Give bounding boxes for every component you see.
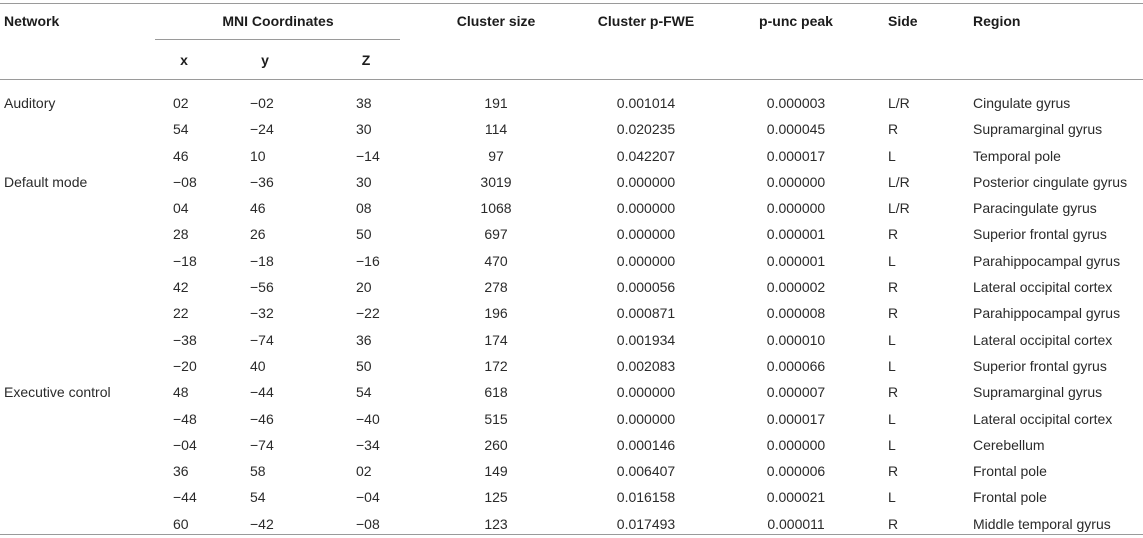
- cell-punc-peak: 0.000003: [766, 95, 826, 111]
- cell-punc-peak: 0.000000: [766, 436, 826, 453]
- cell-cluster-pfwe: 0.042207: [616, 147, 676, 164]
- cell-side: L/R: [888, 173, 910, 190]
- cell-region: Parahippocampal gyrus: [973, 252, 1121, 269]
- cell-side: R: [888, 121, 899, 138]
- cell-z: 30: [356, 173, 372, 190]
- cell-region: Frontal pole: [973, 463, 1047, 480]
- cell-y: −18: [250, 252, 274, 269]
- cell-side: R: [888, 384, 899, 401]
- cell-z: −04: [356, 489, 380, 506]
- cell-cluster-size: 618: [484, 384, 508, 401]
- cell-punc-peak: 0.000000: [766, 173, 826, 190]
- table-row: [0, 485, 1143, 511]
- cell-x: 42: [173, 279, 189, 296]
- cell-z: 02: [356, 463, 372, 480]
- cell-cluster-pfwe: 0.017493: [616, 515, 676, 532]
- cell-side: L: [888, 489, 896, 506]
- cell-cluster-pfwe: 0.000056: [616, 279, 676, 296]
- cell-x: −20: [173, 357, 197, 374]
- table-top-rule: [0, 3, 1143, 4]
- cell-region: Cerebellum: [973, 436, 1045, 453]
- cell-y: −56: [250, 279, 274, 296]
- cell-punc-peak: 0.000000: [766, 200, 826, 217]
- cell-region: Lateral occipital cortex: [973, 331, 1113, 348]
- header-region: Region: [973, 13, 1021, 29]
- table-body: [0, 91, 1143, 538]
- cell-y: −24: [250, 121, 274, 138]
- mni-subheader-rule: [155, 39, 400, 40]
- cell-x: 60: [173, 515, 189, 532]
- header-punc-peak: p-unc peak: [759, 13, 833, 29]
- cell-cluster-pfwe: 0.000871: [616, 305, 676, 322]
- cell-region: Supramarginal gyrus: [973, 384, 1103, 401]
- cell-y: −44: [250, 384, 274, 401]
- cell-z: 30: [356, 121, 372, 138]
- cell-z: 20: [356, 279, 372, 296]
- cell-cluster-size: 1068: [480, 200, 512, 217]
- header-z: Z: [361, 52, 371, 68]
- cell-cluster-pfwe: 0.000146: [616, 436, 676, 453]
- cell-side: R: [888, 305, 899, 322]
- table-row: [0, 275, 1143, 301]
- cell-z: −08: [356, 515, 380, 532]
- cell-cluster-size: 470: [484, 252, 508, 269]
- cell-punc-peak: 0.000006: [766, 463, 826, 480]
- cell-y: −42: [250, 515, 274, 532]
- cell-cluster-pfwe: 0.001934: [616, 331, 676, 348]
- cell-y: 58: [250, 463, 266, 480]
- cell-z: −40: [356, 410, 380, 427]
- cell-side: R: [888, 515, 899, 532]
- cell-punc-peak: 0.000001: [766, 226, 826, 243]
- cell-y: −46: [250, 410, 274, 427]
- cell-x: 54: [173, 121, 189, 138]
- cell-punc-peak: 0.000017: [766, 410, 826, 427]
- cell-cluster-size: 149: [484, 463, 508, 480]
- cell-z: −16: [356, 252, 380, 269]
- table-row: [0, 380, 1143, 406]
- cell-side: L: [888, 252, 896, 269]
- cell-x: −48: [173, 410, 197, 427]
- cell-x: 04: [173, 200, 189, 217]
- cell-region: Lateral occipital cortex: [973, 410, 1113, 427]
- cell-side: R: [888, 279, 899, 296]
- table-row: [0, 301, 1143, 327]
- cell-cluster-pfwe: 0.020235: [616, 121, 676, 138]
- cell-network: Executive control: [4, 384, 111, 401]
- cell-cluster-size: 125: [484, 489, 508, 506]
- cell-region: Superior frontal gyrus: [973, 357, 1107, 374]
- cell-x: −44: [173, 489, 197, 506]
- cell-region: Superior frontal gyrus: [973, 226, 1107, 243]
- cell-y: −36: [250, 173, 274, 190]
- cell-z: 36: [356, 331, 372, 348]
- cell-y: 10: [250, 147, 266, 164]
- table-row: [0, 407, 1143, 433]
- cell-cluster-size: 196: [484, 305, 508, 322]
- cell-z: 50: [356, 357, 372, 374]
- cell-cluster-size: 174: [484, 331, 508, 348]
- cell-punc-peak: 0.000001: [766, 252, 826, 269]
- table-header-rule: [0, 79, 1143, 80]
- cell-cluster-pfwe: 0.002083: [616, 357, 676, 374]
- cell-punc-peak: 0.000011: [767, 515, 825, 532]
- table-row: [0, 196, 1143, 222]
- cell-x: 02: [173, 95, 189, 111]
- cell-x: −18: [173, 252, 197, 269]
- cell-region: Cingulate gyrus: [973, 95, 1071, 111]
- header-network: Network: [4, 13, 60, 29]
- cell-network: Default mode: [4, 173, 88, 190]
- cell-side: L: [888, 436, 896, 453]
- cell-cluster-size: 515: [484, 410, 508, 427]
- header-mni-coordinates: MNI Coordinates: [222, 13, 334, 29]
- cell-z: 54: [356, 384, 372, 401]
- cell-punc-peak: 0.000017: [766, 147, 826, 164]
- cell-x: 48: [173, 384, 189, 401]
- table-row: [0, 328, 1143, 354]
- cell-side: L: [888, 147, 896, 164]
- cell-cluster-size: 260: [484, 436, 508, 453]
- header-y: y: [261, 52, 269, 68]
- cell-x: 22: [173, 305, 189, 322]
- cell-x: −08: [173, 173, 197, 190]
- header-cluster-pfwe: Cluster p-FWE: [597, 13, 695, 29]
- cell-cluster-pfwe: 0.000000: [616, 226, 676, 243]
- cell-region: Parahippocampal gyrus: [973, 305, 1121, 322]
- cell-cluster-size: 97: [488, 147, 504, 164]
- cell-cluster-pfwe: 0.000000: [616, 200, 676, 217]
- table-row: [0, 354, 1143, 380]
- cell-region: Lateral occipital cortex: [973, 279, 1113, 296]
- cell-region: Frontal pole: [973, 489, 1047, 506]
- cell-side: L/R: [888, 95, 910, 111]
- cell-x: −04: [173, 436, 197, 453]
- cell-y: −74: [250, 436, 274, 453]
- cell-cluster-size: 191: [484, 95, 508, 111]
- cell-y: 26: [250, 226, 266, 243]
- cell-side: R: [888, 226, 899, 243]
- header-cluster-size: Cluster size: [456, 13, 536, 29]
- cell-region: Temporal pole: [973, 147, 1061, 164]
- table-row: [0, 91, 1143, 117]
- cell-side: L: [888, 357, 896, 374]
- table-row: [0, 512, 1143, 538]
- cell-side: L: [888, 410, 896, 427]
- cell-x: −38: [173, 331, 197, 348]
- cell-x: 46: [173, 147, 189, 164]
- cell-punc-peak: 0.000008: [766, 305, 826, 322]
- cell-region: Posterior cingulate gyrus: [973, 173, 1128, 190]
- cell-side: R: [888, 463, 899, 480]
- cell-punc-peak: 0.000007: [766, 384, 826, 401]
- cell-z: 08: [356, 200, 372, 217]
- cell-y: 40: [250, 357, 266, 374]
- cell-z: 38: [356, 95, 372, 111]
- cell-side: L: [888, 331, 896, 348]
- cell-region: Middle temporal gyrus: [973, 515, 1111, 532]
- cell-region: Supramarginal gyrus: [973, 121, 1103, 138]
- table-row: [0, 459, 1143, 485]
- cell-y: −74: [250, 331, 274, 348]
- cell-y: 46: [250, 200, 266, 217]
- table-row: [0, 144, 1143, 170]
- cell-punc-peak: 0.000021: [766, 489, 826, 506]
- cell-y: −02: [250, 95, 274, 111]
- cell-z: 50: [356, 226, 372, 243]
- table-row: [0, 433, 1143, 459]
- cell-punc-peak: 0.000066: [766, 357, 826, 374]
- cell-z: −14: [356, 147, 380, 164]
- cell-side: L/R: [888, 200, 910, 217]
- cell-cluster-size: 278: [484, 279, 508, 296]
- cell-x: 28: [173, 226, 189, 243]
- cell-cluster-pfwe: 0.001014: [616, 95, 676, 111]
- cell-cluster-size: 114: [484, 121, 508, 138]
- cell-y: −32: [250, 305, 274, 322]
- table-row: [0, 170, 1143, 196]
- cell-region: Paracingulate gyrus: [973, 200, 1097, 217]
- cell-cluster-size: 123: [484, 515, 508, 532]
- header-side: Side: [888, 13, 918, 29]
- table-row: [0, 249, 1143, 275]
- cell-cluster-pfwe: 0.016158: [616, 489, 676, 506]
- cell-z: −34: [356, 436, 380, 453]
- table-row: [0, 222, 1143, 248]
- cell-punc-peak: 0.000010: [766, 331, 826, 348]
- header-x: x: [180, 52, 188, 68]
- cell-z: −22: [356, 305, 380, 322]
- cell-cluster-pfwe: 0.000000: [616, 252, 676, 269]
- cell-cluster-size: 3019: [480, 173, 512, 190]
- cell-punc-peak: 0.000045: [766, 121, 826, 138]
- cell-network: Auditory: [4, 95, 56, 111]
- cell-cluster-pfwe: 0.006407: [616, 463, 676, 480]
- cell-y: 54: [250, 489, 266, 506]
- cell-punc-peak: 0.000002: [766, 279, 826, 296]
- cell-cluster-pfwe: 0.000000: [616, 384, 676, 401]
- cell-cluster-pfwe: 0.000000: [616, 173, 676, 190]
- cell-cluster-pfwe: 0.000000: [616, 410, 676, 427]
- cell-cluster-size: 697: [484, 226, 508, 243]
- cell-cluster-size: 172: [484, 357, 508, 374]
- cell-x: 36: [173, 463, 189, 480]
- table-row: [0, 117, 1143, 143]
